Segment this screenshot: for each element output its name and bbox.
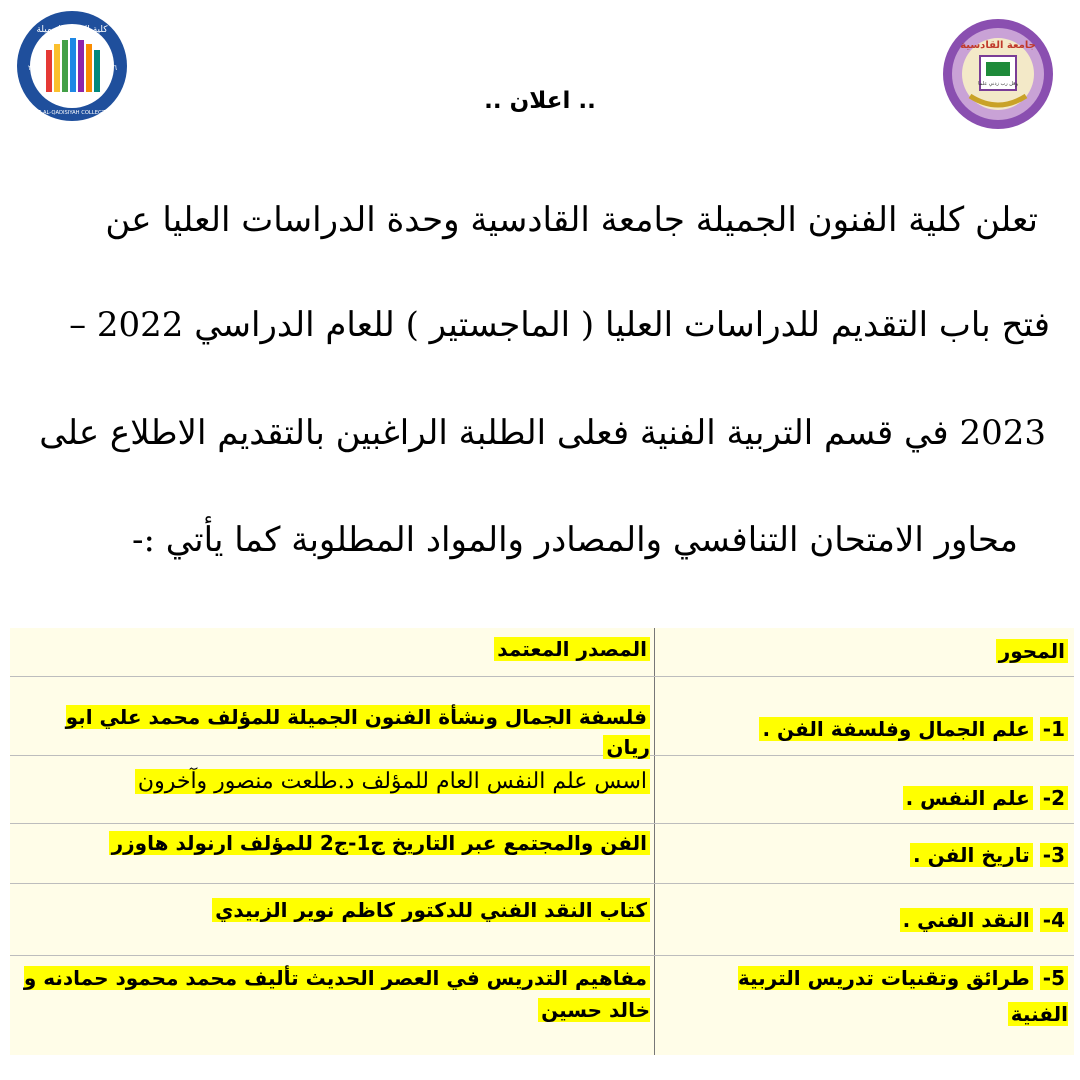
table-row-5-axis — [728, 960, 1068, 1032]
logo-left-year-right: ١٤٣٦ — [102, 64, 118, 72]
announcement-line-3: 2023 في قسم التربية الفنية فعلى الطلبة الراغبين بالتقديم الاطلاع على — [39, 413, 1046, 453]
table-row-5-source — [14, 962, 650, 1026]
table-row-divider — [10, 676, 1074, 677]
header-source — [20, 634, 650, 664]
row-2-axis-text: علم النفس . — [903, 786, 1033, 810]
table-row-1-source — [20, 702, 650, 762]
row-4-source-text: كتاب النقد الفني للدكتور كاظم نوير الزبيدي — [212, 898, 650, 922]
logo-right-motto: وقل رب زدني علما — [978, 81, 1018, 87]
logo-right-arabic-text: جامعة القادسية — [960, 40, 1036, 51]
table-row-divider — [10, 823, 1074, 824]
row-2-number: 2- — [1040, 786, 1068, 810]
row-5-source-text: مفاهيم التدريس في العصر الحديث تأليف محمد محمود حمادنه و خالد حسين — [23, 966, 650, 1022]
announcement-line-4: محاور الامتحان التنافسي والمصادر والمواد المطلوبة كما يأتي :- — [132, 520, 1018, 560]
row-3-number: 3- — [1040, 843, 1068, 867]
table-row-2-source — [20, 767, 650, 797]
logo-left-arabic-text: كلية الفنون الجميلة — [36, 25, 108, 35]
row-1-source-text: فلسفة الجمال ونشأة الفنون الجميلة للمؤلف محمد علي ابو ريان — [65, 705, 650, 759]
table-row-3-axis — [673, 840, 1068, 870]
row-1-number: 1- — [1040, 717, 1068, 741]
row-3-source-text: الفن والمجتمع عبر التاريخ ج1-ج2 للمؤلف ارنولد هاوزر — [109, 831, 650, 855]
table-row-2-axis — [673, 783, 1068, 813]
header-axis — [673, 636, 1068, 666]
row-4-axis-text: النقد الفني . — [900, 908, 1033, 932]
table-row-1-axis — [673, 714, 1068, 744]
table-row-4-axis — [673, 905, 1068, 935]
table-column-divider — [654, 628, 655, 1055]
exam-axes-table — [10, 628, 1074, 1055]
header-source-label: المصدر المعتمد — [494, 637, 650, 661]
row-2-source-text: اسس علم النفس العام للمؤلف د.طلعت منصور وآخرون — [135, 769, 650, 794]
logo-left-year-left: ٢٠١٤ — [28, 64, 44, 72]
table-row-4-source — [20, 895, 650, 925]
header-axis-label: المحور — [996, 639, 1068, 663]
row-3-axis-text: تاريخ الفن . — [910, 843, 1033, 867]
announcement-line-2: فتح باب التقديم للدراسات العليا ( الماجستير ) للعام الدراسي 2022 – — [69, 305, 1050, 345]
table-row-3-source — [20, 828, 650, 858]
row-5-number: 5- — [1040, 966, 1068, 990]
announcement-title: .. اعلان .. — [484, 88, 596, 114]
table-row-divider — [10, 955, 1074, 956]
row-1-axis-text: علم الجمال وفلسفة الفن . — [759, 717, 1032, 741]
announcement-line-1: تعلن كلية الفنون الجميلة جامعة القادسية وحدة الدراسات العليا عن — [105, 200, 1038, 240]
logo-left-english-text: UNIVERSITY OF AL-QADISIYAH COLLEGE OF FINE ARTS — [1, 110, 143, 116]
row-5-axis-text: طرائق وتقنيات تدريس التربية الفنية — [737, 966, 1068, 1026]
table-row-divider — [10, 883, 1074, 884]
row-4-number: 4- — [1040, 908, 1068, 932]
